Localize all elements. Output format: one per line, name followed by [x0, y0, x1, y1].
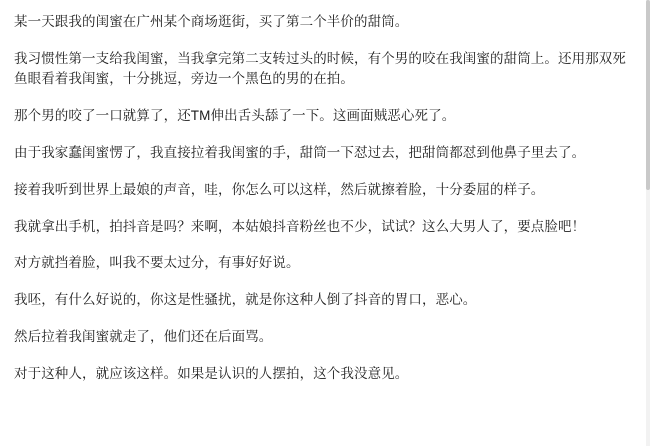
scrollbar-thumb[interactable]	[646, 0, 650, 190]
paragraph: 我就拿出手机，拍抖音是吗？来啊，本姑娘抖音粉丝也不少，试试？这么大男人了，要点脸吧！	[14, 219, 586, 234]
paragraph: 我呸，有什么好说的，你这是性骚扰，就是你这种人倒了抖音的胃口，恶心。	[14, 292, 477, 307]
paragraph: 对方就挡着脸，叫我不要太过分，有事好好说。	[14, 255, 300, 270]
paragraph: 接着我听到世界上最娘的声音，哇，你怎么可以这样，然后就擦着脸，十分委屈的样子。	[14, 182, 545, 197]
article-body	[14, 12, 636, 384]
paragraph: 我习惯性第一支给我闺蜜，当我拿完第二支转过头的时候，有个男的咬在我闺蜜的甜筒上。还用那双死鱼眼看着我闺蜜，十分挑逗，旁边一个黑色的男的在拍。	[14, 51, 626, 86]
paragraph: 然后拉着我闺蜜就走了，他们还在后面骂。	[14, 329, 273, 344]
paragraph: 那个男的咬了一口就算了，还TM伸出舌头舔了一下。这画面贼恶心死了。	[14, 108, 456, 123]
paragraph: 由于我家蠢闺蜜愣了，我直接拉着我闺蜜的手，甜筒一下怼过去，把甜筒都怼到他鼻子里去了。	[14, 145, 586, 160]
paragraph: 某一天跟我的闺蜜在广州某个商场逛街，买了第二个半价的甜筒。	[14, 14, 409, 29]
paragraph: 对于这种人，就应该这样。如果是认识的人摆拍，这个我没意见。	[14, 366, 409, 381]
vertical-scrollbar[interactable]	[646, 0, 650, 446]
